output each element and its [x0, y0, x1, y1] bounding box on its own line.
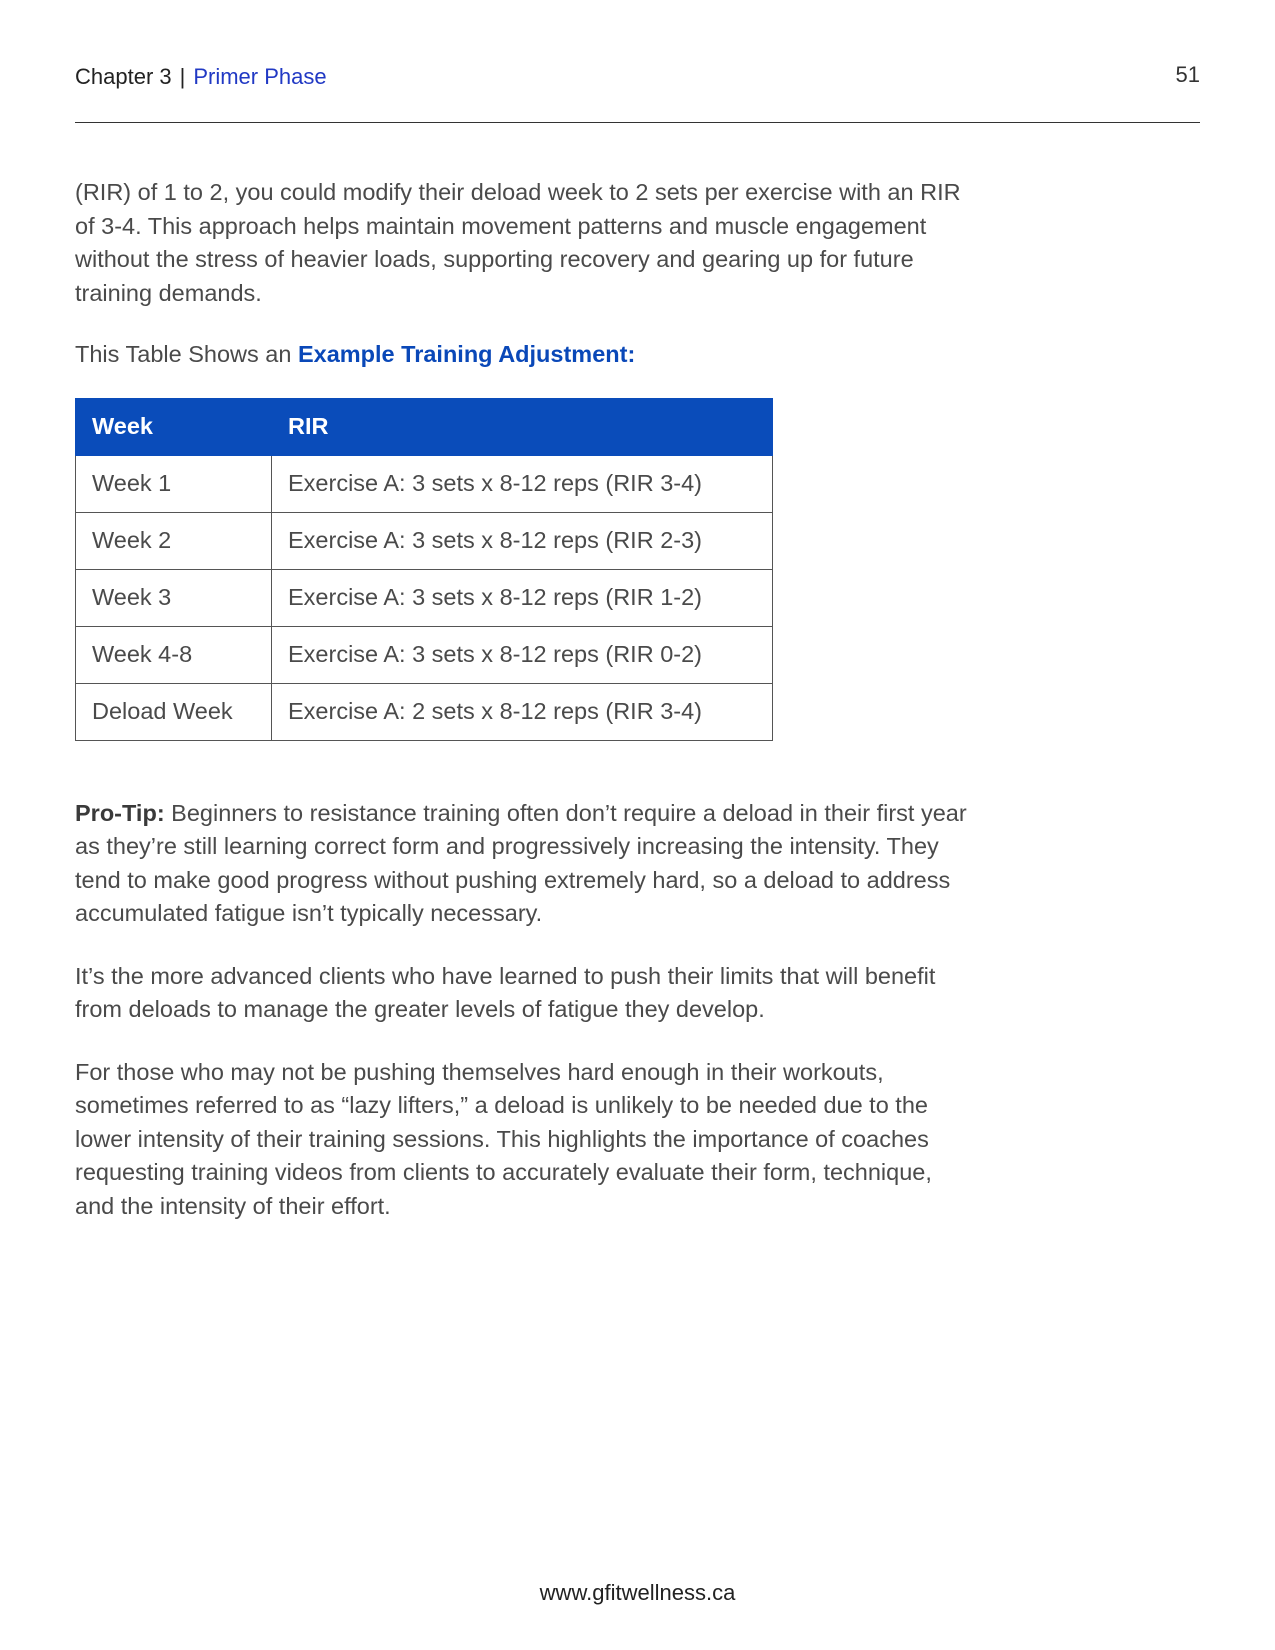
table-row	[76, 626, 773, 683]
lazy-lifters-paragraph: For those who may not be pushing themselves hard enough in their workouts, sometimes referred to as “lazy lifters,” a deload is unlikely to be needed due to the lower intensity of their training sessions. This highlights the importance of coaches requesting training videos from clients to accurately evaluate their form, technique, and the intensity of their effort.	[75, 1058, 932, 1219]
chapter-heading	[75, 64, 327, 90]
section-label: Primer Phase	[193, 64, 327, 89]
week-cell: Week 4-8	[76, 626, 272, 683]
table-row	[76, 569, 773, 626]
header-divider	[75, 122, 1200, 123]
header-separator: |	[179, 64, 186, 89]
column-header-week: Week	[76, 398, 272, 455]
table-row	[76, 683, 773, 740]
page-header	[75, 60, 1200, 92]
table-caption-emphasis: Example Training Adjustment:	[297, 341, 636, 367]
week-cell: Week 3	[76, 569, 272, 626]
week-cell: Deload Week	[76, 683, 272, 740]
column-header-rir: RIR	[272, 398, 773, 455]
intro-paragraph: (RIR) of 1 to 2, you could modify their deload week to 2 sets per exercise with an RIR of 3-4. This approach helps maintain movement patterns and muscle engagement without the stress of heavier loads, supporting recovery and gearing up for future training demands.	[75, 179, 961, 306]
table-caption	[75, 338, 975, 372]
rir-cell: Exercise A: 3 sets x 8-12 reps (RIR 2-3)	[272, 512, 773, 569]
table-row	[76, 455, 773, 512]
rir-cell: Exercise A: 3 sets x 8-12 reps (RIR 1-2)	[272, 569, 773, 626]
table-row	[76, 512, 773, 569]
pro-tip-label: Pro-Tip:	[75, 799, 165, 826]
week-cell: Week 1	[76, 455, 272, 512]
page-content	[75, 176, 975, 1223]
chapter-label: Chapter 3	[75, 64, 172, 89]
rir-cell: Exercise A: 3 sets x 8-12 reps (RIR 0-2)	[272, 626, 773, 683]
advanced-clients-paragraph: It’s the more advanced clients who have learned to push their limits that will benefit from deloads to manage the greater levels of fatigue they develop.	[75, 962, 936, 1022]
page-number: 51	[1175, 62, 1200, 87]
table-header-row	[76, 398, 773, 455]
pro-tip-paragraph	[75, 797, 975, 931]
week-cell: Week 2	[76, 512, 272, 569]
footer-url: www.gfitwellness.ca	[539, 1580, 736, 1605]
table-caption-prefix: This Table Shows an	[75, 341, 298, 367]
rir-cell: Exercise A: 2 sets x 8-12 reps (RIR 3-4)	[272, 683, 773, 740]
training-adjustment-table	[75, 398, 773, 741]
pro-tip-text: Beginners to resistance training often don’t require a deload in their first year as they’re still learning correct form and progressively increasing the intensity. They tend to make good progress without pushing extremely hard, so a deload to address accumulated fatigue isn’t typically necessary.	[75, 799, 967, 926]
rir-cell: Exercise A: 3 sets x 8-12 reps (RIR 3-4)	[272, 455, 773, 512]
